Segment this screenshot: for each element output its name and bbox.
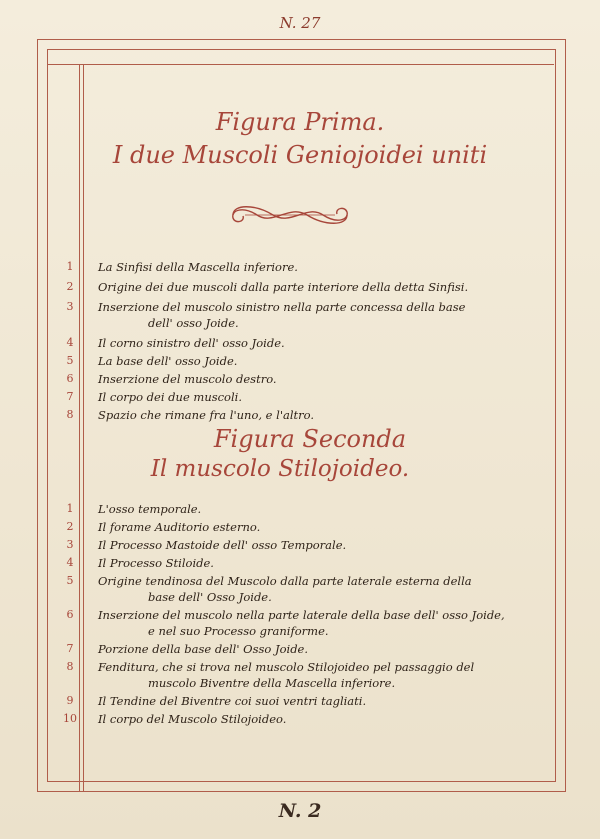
item-text-continued: muscolo Biventre della Mascella inferiore. (148, 676, 396, 690)
item-number: 9 (66, 694, 74, 707)
item-text: Il corpo del Muscolo Stilojoideo. (98, 712, 287, 726)
item-text: Il Tendine del Biventre coi suoi ventri tagliati. (98, 694, 367, 708)
figure1-subtitle: I due Muscoli Geniojoidei uniti (112, 141, 488, 169)
item-text: La Sinfisi della Mascella inferiore. (98, 260, 298, 274)
item-text: Inserzione del muscolo sinistro nella parte concessa della base (98, 300, 466, 314)
item-text: Inserzione del muscolo nella parte laterale della base dell' osso Joide, (98, 608, 505, 622)
item-number: 6 (66, 608, 74, 621)
item-text: Fenditura, che si trova nel muscolo Stilojoideo pel passaggio del (98, 660, 475, 674)
item-text: L'osso temporale. (98, 502, 202, 516)
item-text: Il corpo dei due muscoli. (98, 390, 242, 404)
item-text: Il forame Auditorio esterno. (98, 520, 261, 534)
item-text: Il Processo Stiloide. (98, 556, 214, 570)
item-text-continued: e nel suo Processo graniforme. (148, 624, 329, 638)
figure2-title: Figura Seconda (213, 425, 407, 453)
figure2-subtitle: Il muscolo Stilojoideo. (150, 456, 410, 482)
item-number: 4 (66, 336, 74, 349)
item-text: Il Processo Mastoide dell' osso Temporale. (98, 538, 347, 552)
item-number: 2 (66, 520, 74, 533)
item-text: Il corno sinistro dell' osso Joide. (98, 336, 285, 350)
item-text-continued: dell' osso Joide. (148, 316, 239, 330)
item-number: 7 (66, 390, 74, 403)
item-number: 6 (66, 372, 74, 385)
item-number: 5 (66, 574, 74, 587)
item-number: 7 (66, 642, 74, 655)
item-text: Porzione della base dell' Osso Joide. (98, 642, 309, 656)
item-number: 10 (63, 712, 77, 725)
flourish-ornament-icon (225, 198, 355, 232)
item-text: Origine tendinosa del Muscolo dalla parte laterale esterna della (98, 574, 472, 588)
item-number: 2 (66, 280, 74, 293)
item-text: Inserzione del muscolo destro. (98, 372, 277, 386)
item-number: 3 (66, 300, 74, 313)
item-text: La base dell' osso Joide. (98, 354, 238, 368)
item-number: 5 (66, 354, 74, 367)
item-text: Spazio che rimane fra l'uno, e l'altro. (98, 408, 315, 422)
item-text-continued: base dell' Osso Joide. (148, 590, 272, 604)
top-rule (47, 64, 554, 65)
plate-number-top: N. 27 (279, 14, 321, 32)
item-number: 3 (66, 538, 74, 551)
item-number: 1 (66, 502, 74, 515)
item-text: Origine dei due muscoli dalla parte interiore della detta Sinfisi. (98, 280, 469, 294)
item-number: 4 (66, 556, 74, 569)
item-number: 8 (66, 408, 74, 421)
plate-number-bottom: N. 2 (278, 800, 322, 822)
item-number: 1 (66, 260, 74, 273)
item-number: 8 (66, 660, 74, 673)
figure1-title: Figura Prima. (215, 108, 385, 136)
